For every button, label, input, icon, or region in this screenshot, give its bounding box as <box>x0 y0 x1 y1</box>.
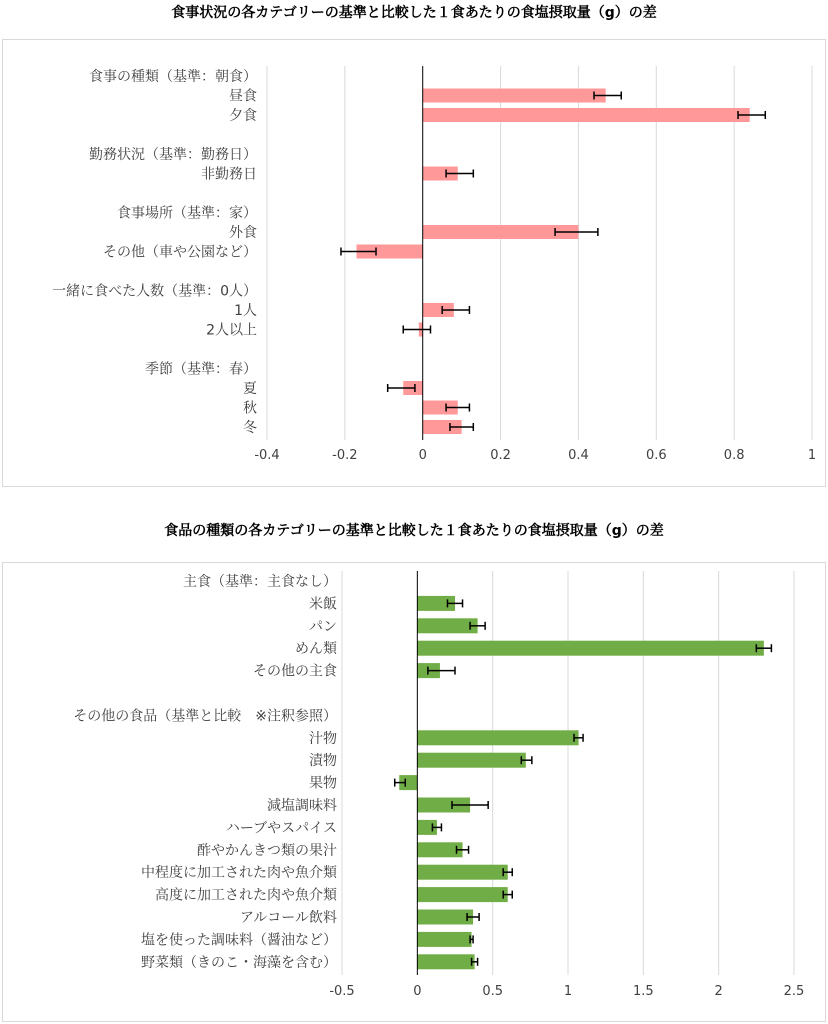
bar <box>417 910 473 925</box>
bar <box>423 89 606 103</box>
row-label: めん類 <box>295 641 337 658</box>
row-label: 冬 <box>243 420 257 436</box>
row-label: 酢やかんきつ類の果汁 <box>197 842 337 859</box>
row-label: 非勤務日 <box>201 166 257 183</box>
bar <box>417 954 474 969</box>
chart-1-plot <box>3 40 825 486</box>
x-tick-label: 0.2 <box>490 448 511 463</box>
row-label: パン <box>309 618 337 635</box>
x-tick-label: 0 <box>418 448 427 463</box>
category-header-label: 食事の種類（基準：朝食） <box>89 69 257 85</box>
row-label: 1人 <box>234 303 257 319</box>
row-label: 漬物 <box>309 753 337 770</box>
x-tick-label: 0 <box>413 984 422 999</box>
bar <box>417 641 764 656</box>
chart-2-panel <box>2 562 826 1022</box>
chart-2-title: 食品の種類の各カテゴリーの基準と比較した１食あたりの食塩摂取量（g）の差 <box>164 523 664 539</box>
x-tick-label: 1 <box>563 984 573 999</box>
x-tick-label: 2 <box>714 984 723 999</box>
x-tick-label: 1 <box>807 448 817 463</box>
bar <box>417 887 507 902</box>
row-label: その他（車や公園など） <box>103 244 257 261</box>
row-label: 昼食 <box>229 88 257 105</box>
bar <box>417 865 507 880</box>
row-label: 米飯 <box>309 596 337 613</box>
bar <box>417 932 471 947</box>
x-tick-label: 0.8 <box>723 448 745 463</box>
chart-2-plot <box>3 563 825 1021</box>
bar <box>417 842 462 857</box>
bar <box>423 108 750 122</box>
row-label: その他の主食 <box>253 663 337 680</box>
bar <box>417 753 525 768</box>
row-label: 夏 <box>243 381 257 397</box>
x-tick-label: -0.5 <box>329 984 355 999</box>
category-header-label: その他の食品（基準と比較 ※注釈参照） <box>73 708 337 725</box>
bar <box>417 730 578 745</box>
row-label: 外食 <box>229 225 257 241</box>
row-label: 減塩調味料 <box>267 798 337 814</box>
row-label: 塩を使った調味料（醤油など） <box>141 932 337 949</box>
x-tick-label: 2.5 <box>783 984 805 999</box>
row-label: 高度に加工された肉や魚介類 <box>155 887 337 904</box>
row-label: 果物 <box>309 775 337 792</box>
x-tick-label: 0.4 <box>568 448 589 463</box>
bar <box>417 618 477 633</box>
x-tick-label: 0.6 <box>645 448 667 463</box>
row-label: 中程度に加工された肉や魚介類 <box>141 865 337 882</box>
category-header-label: 食事場所（基準：家） <box>117 205 257 222</box>
x-tick-label: -0.2 <box>332 448 358 463</box>
x-tick-label: 1.5 <box>632 984 654 999</box>
row-label: ハーブやスパイス <box>225 820 337 837</box>
category-header-label: 勤務状況（基準：勤務日） <box>89 147 257 163</box>
row-label: 2人以上 <box>206 322 257 339</box>
category-header-label: 一緒に食べた人数（基準：0人） <box>52 283 257 300</box>
row-label: アルコール飲料 <box>239 910 337 926</box>
category-header-label: 季節（基準：春） <box>145 361 257 378</box>
x-tick-label: -0.4 <box>254 448 280 463</box>
row-label: 汁物 <box>309 730 337 747</box>
row-label: 野菜類（きのこ・海藻を含む） <box>141 954 337 971</box>
category-header-label: 主食（基準：主食なし） <box>183 574 337 590</box>
chart-1-panel <box>2 39 826 487</box>
row-label: 夕食 <box>229 108 257 124</box>
chart-1-title: 食事状況の各カテゴリーの基準と比較した１食あたりの食塩摂取量（g）の差 <box>171 5 657 21</box>
x-tick-label: 0.5 <box>482 984 504 999</box>
row-label: 秋 <box>243 400 257 417</box>
